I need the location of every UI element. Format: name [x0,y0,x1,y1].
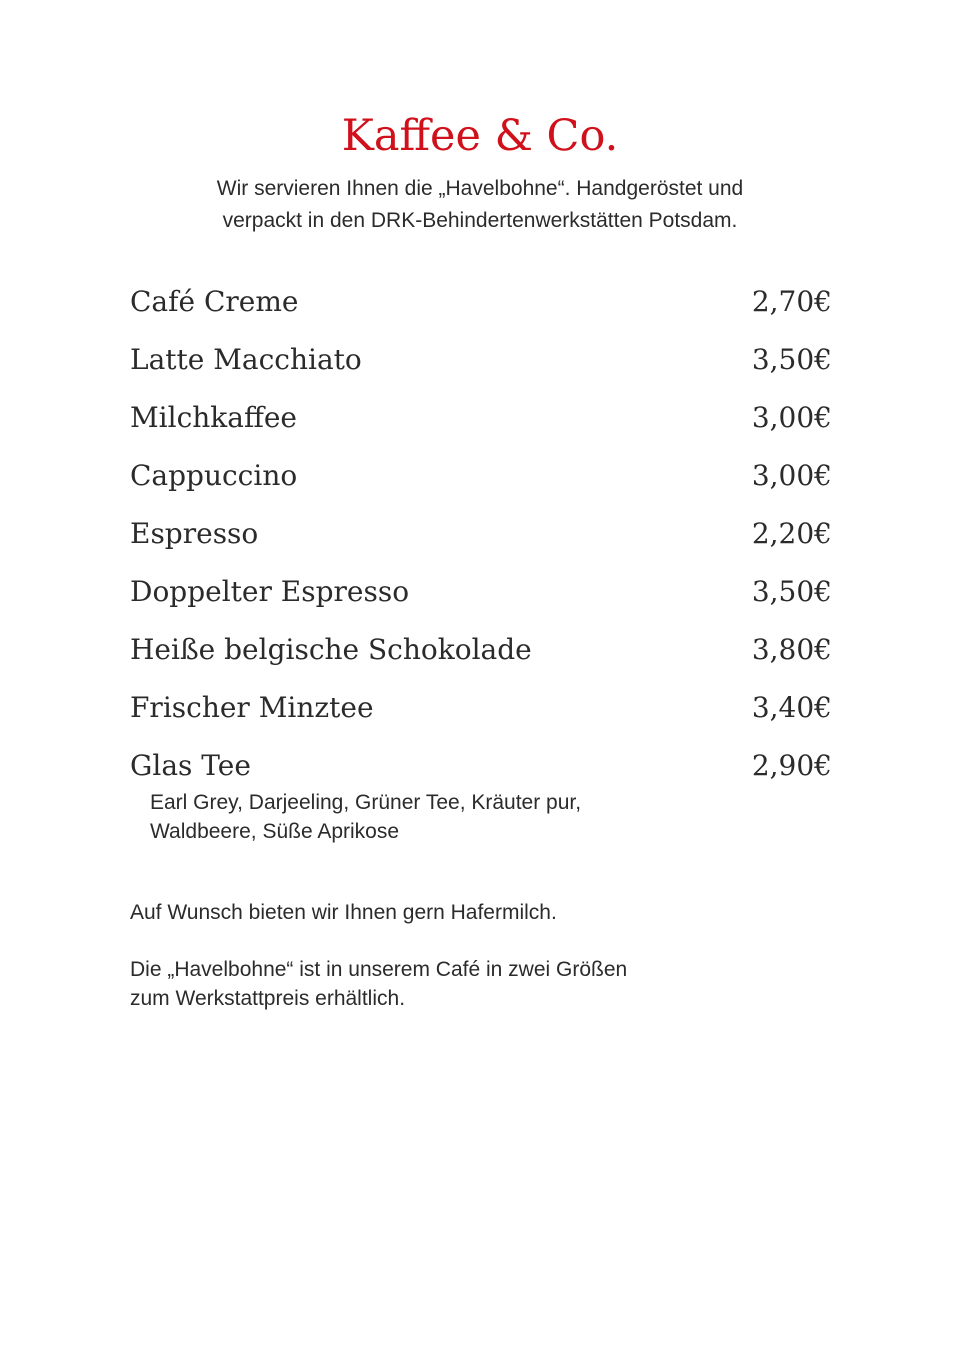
page-title: Kaffee & Co. [341,111,619,161]
item-name: Milchkaffee [130,401,297,434]
item-name: Frischer Minztee [130,691,374,724]
note-line: Waldbeere, Süße Aprikose [150,820,400,843]
menu-item-doppelter-espresso [130,570,832,628]
menu-item-frischer-minztee [130,686,832,744]
intro-line: Wir servieren Ihnen die „Havelbohne“. Handgeröstet und [216,177,744,200]
item-name: Latte Macchiato [130,343,362,376]
item-price: 2,70€ [751,285,832,318]
item-price: 3,00€ [751,401,832,434]
note-line: Die „Havelbohne“ ist in unserem Café in zwei Größen [130,958,628,981]
item-note [150,788,581,846]
menu-item-cafe-creme [130,280,832,338]
menu-item-milchkaffee [130,396,832,454]
menu-item-latte-macchiato [130,338,832,396]
menu-item-glas-tee [130,744,832,843]
item-price: 2,20€ [751,517,832,550]
item-price: 3,40€ [751,691,832,724]
item-price: 3,50€ [751,343,832,376]
note-line: Earl Grey, Darjeeling, Grüner Tee, Kräuter pur, [150,791,582,814]
intro-line: verpackt in den DRK-Behindertenwerkstätten Potsdam. [222,209,738,232]
item-price: 3,50€ [751,575,832,608]
item-name: Doppelter Espresso [130,575,410,608]
footer-notes [130,898,830,1041]
item-price: 2,90€ [751,749,832,782]
menu-item-espresso [130,512,832,570]
menu-item-cappuccino [130,454,832,512]
menu-item-heisse-schokolade [130,628,832,686]
oat-milk-note: Auf Wunsch bieten wir Ihnen gern Hafermilch. [130,901,557,924]
intro-text [0,173,960,237]
item-name: Espresso [130,517,259,550]
menu-list [130,280,832,843]
item-price: 3,00€ [751,459,832,492]
item-name: Cappuccino [130,459,298,492]
item-name: Glas Tee [130,749,251,782]
havelbohne-note [130,955,830,1013]
item-price: 3,80€ [751,633,832,666]
note-line: zum Werkstattpreis erhältlich. [130,987,406,1010]
item-name: Heiße belgische Schokolade [130,633,532,666]
item-name: Café Creme [130,285,299,318]
